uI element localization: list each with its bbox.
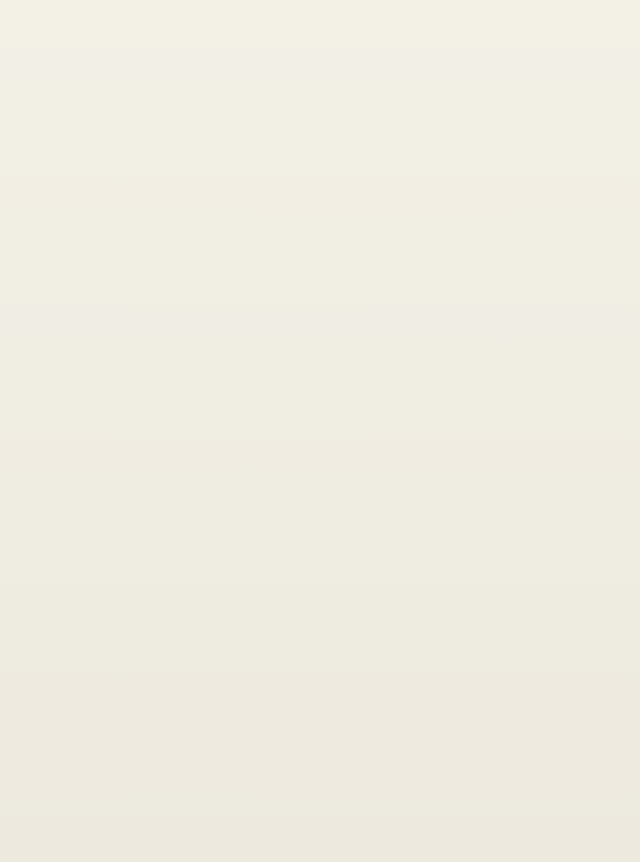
section-heading — [0, 19, 640, 45]
roster-text — [0, 17, 640, 49]
